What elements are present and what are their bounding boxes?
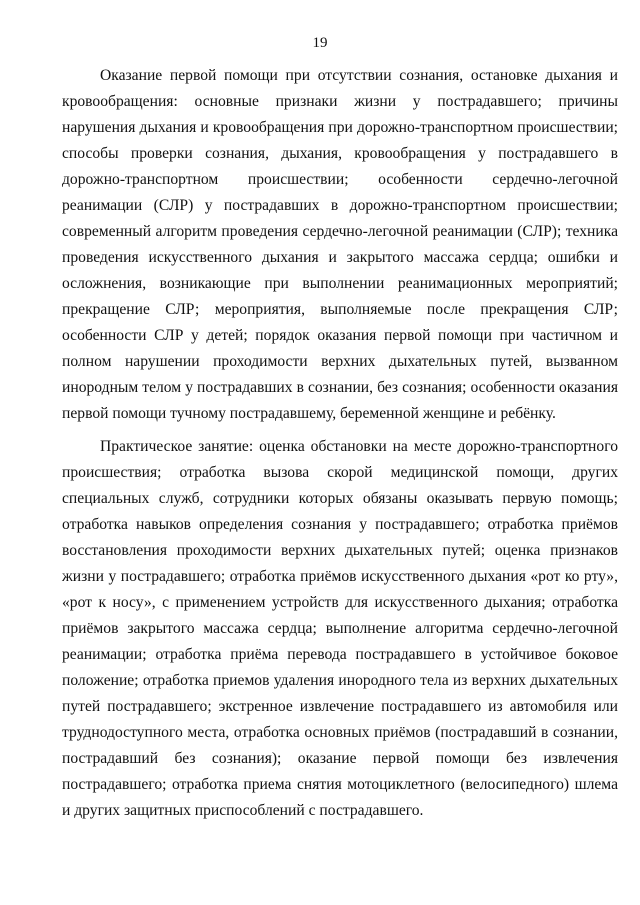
document-body (62, 63, 618, 824)
page-number: 19 (312, 35, 328, 51)
paragraph-first-aid-theory: Оказание первой помощи при отсутствии сознания, остановке дыхания и кровообращения: основные признаки жизни у пострадавшего; причины нарушения дыхания и кровообращения при дорожно-транспортном происшествии; способы проверки сознания, дыхания, кровообращения у пострадавшего в дорожно-транспортном происшествии; особенности сердечно-легочной реанимации (СЛР) у пострадавших в дорожно-транспортном происшествии; современный алгоритм проведения сердечно-легочной реанимации (СЛР); техника проведения искусственного дыхания и закрытого массажа сердца; ошибки и осложнения, возникающие при выполнении реанимационных мероприятий; прекращение СЛР; мероприятия, выполняемые после прекращения СЛР; особенности СЛР у детей; порядок оказания первой помощи при частичном и полном нарушении проходимости верхних дыхательных путей, вызванном инородным телом у пострадавших в сознании, без сознания; особенности оказания первой помощи тучному пострадавшему, беременной женщине и ребёнку. (62, 67, 618, 422)
paragraph-practical-session: Практическое занятие: оценка обстановки на месте дорожно-транспортного происшествия; отработка вызова скорой медицинской помощи, других специальных служб, сотрудники которых обязаны оказывать первую помощь; отработка навыков определения сознания у пострадавшего; отработка приёмов восстановления проходимости верхних дыхательных путей; оценка признаков жизни у пострадавшего; отработка приёмов искусственного дыхания «рот ко рту», «рот к носу», с применением устройств для искусственного дыхания; отработка приёмов закрытого массажа сердца; выполнение алгоритма сердечно-легочной реанимации; отработка приёма перевода пострадавшего в устойчивое боковое положение; отработка приемов удаления инородного тела из верхних дыхательных путей пострадавшего; экстренное извлечение пострадавшего из автомобиля или труднодоступного места, отработка основных приёмов (пострадавший в сознании, пострадавший без сознания); оказание первой помощи без извлечения пострадавшего; отработка приема снятия мотоциклетного (велосипедного) шлема и других защитных приспособлений с пострадавшего. (62, 438, 618, 819)
